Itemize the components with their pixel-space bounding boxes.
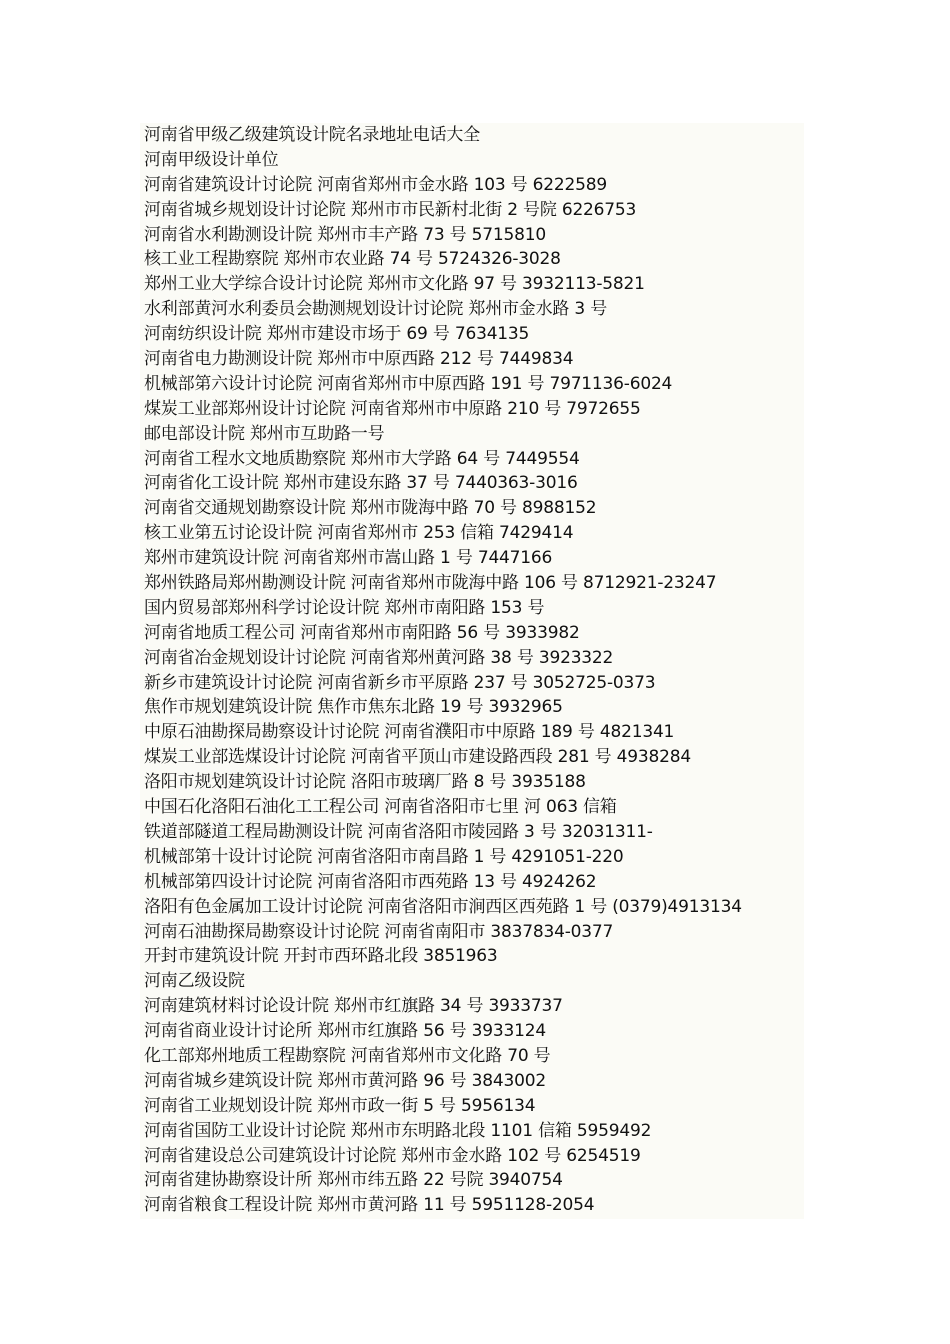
- list-item: 中国石化洛阳石油化工工程公司 河南省洛阳市七里 河 063 信箱: [144, 797, 617, 818]
- list-item: 机械部第十设计讨论院 河南省洛阳市南昌路 1 号 4291051-220: [144, 846, 624, 867]
- list-item: 河南省建设总公司建筑设计讨论院 郑州市金水路 102 号 6254519: [144, 1145, 641, 1166]
- list-item: 机械部第四设计讨论院 河南省洛阳市西苑路 13 号 4924262: [144, 871, 597, 892]
- list-item: 郑州工业大学综合设计讨论院 郑州市文化路 97 号 3932113-5821: [144, 274, 645, 295]
- list-item: 河南省交通规划勘察设计院 郑州市陇海中路 70 号 8988152: [144, 498, 597, 519]
- list-item: 新乡市建筑设计讨论院 河南省新乡市平原路 237 号 3052725-0373: [144, 672, 656, 693]
- list-item: 河南省冶金规划设计讨论院 河南省郑州黄河路 38 号 3923322: [144, 647, 614, 668]
- list-item: 河南省工业规划设计院 郑州市政一街 5 号 5956134: [144, 1095, 536, 1116]
- list-item: 煤炭工业部选煤设计讨论院 河南省平顶山市建设路西段 281 号 4938284: [144, 747, 691, 768]
- list-item: 铁道部隧道工程局勘测设计院 河南省洛阳市陵园路 3 号 32031311-: [144, 821, 653, 842]
- list-item: 中原石油勘探局勘察设计讨论院 河南省濮阳市中原路 189 号 4821341: [144, 722, 675, 743]
- list-item: 河南省城乡建筑设计院 郑州市黄河路 96 号 3843002: [144, 1070, 546, 1091]
- list-item: 河南省建协勘察设计所 郑州市纬五路 22 号院 3940754: [144, 1170, 563, 1191]
- list-item: 河南省电力勘测设计院 郑州市中原西路 212 号 7449834: [144, 349, 574, 370]
- list-item: 国内贸易部郑州科学讨论设计院 郑州市南阳路 153 号: [144, 597, 545, 618]
- list-item: 河南省粮食工程设计院 郑州市黄河路 11 号 5951128-2054: [144, 1195, 595, 1216]
- list-item: 郑州市建筑设计院 河南省郑州市嵩山路 1 号 7447166: [144, 548, 553, 569]
- list-item: 开封市建筑设计院 开封市西环路北段 3851963: [144, 946, 498, 967]
- list-item: 洛阳有色金属加工设计讨论院 河南省洛阳市涧西区西苑路 1 号 (0379)4913134: [144, 896, 742, 917]
- list-item: 核工业工程勘察院 郑州市农业路 74 号 5724326-3028: [144, 249, 561, 270]
- list-item: 河南省工程水文地质勘察院 郑州市大学路 64 号 7449554: [144, 448, 580, 469]
- list-item: 邮电部设计院 郑州市互助路一号: [144, 423, 385, 444]
- list-item: 河南纺织设计院 郑州市建设市场于 69 号 7634135: [144, 324, 530, 345]
- list-item: 机械部第六设计讨论院 河南省郑州市中原西路 191 号 7971136-6024: [144, 373, 673, 394]
- list-item: 洛阳市规划建筑设计讨论院 洛阳市玻璃厂路 8 号 3935188: [144, 772, 586, 793]
- document-title: 河南省甲级乙级建筑设计院名录地址电话大全: [144, 125, 480, 145]
- list-item: 煤炭工业部郑州设计讨论院 河南省郑州市中原路 210 号 7972655: [144, 398, 641, 419]
- list-item: 河南省水利勘测设计院 郑州市丰产路 73 号 5715810: [144, 224, 546, 245]
- list-item: 河南建筑材料讨论设计院 郑州市红旗路 34 号 3933737: [144, 996, 563, 1017]
- list-item: 核工业第五讨论设计院 河南省郑州市 253 信箱 7429414: [144, 523, 574, 544]
- section-heading-class-b: 河南乙级设院: [144, 971, 245, 992]
- document-body: [140, 123, 804, 1219]
- list-item: 河南省化工设计院 郑州市建设东路 37 号 7440363-3016: [144, 473, 578, 494]
- list-item: 水利部黄河水利委员会勘测规划设计讨论院 郑州市金水路 3 号: [144, 299, 608, 320]
- list-item: 郑州铁路局郑州勘测设计院 河南省郑州市陇海中路 106 号 8712921-23247: [144, 573, 717, 594]
- list-item: 河南省建筑设计讨论院 河南省郑州市金水路 103 号 6222589: [144, 174, 607, 195]
- list-item: 河南石油勘探局勘察设计讨论院 河南省南阳市 3837834-0377: [144, 921, 614, 942]
- list-item: 化工部郑州地质工程勘察院 河南省郑州市文化路 70 号: [144, 1045, 551, 1066]
- list-item: 焦作市规划建筑设计院 焦作市焦东北路 19 号 3932965: [144, 697, 563, 718]
- list-item: 河南省商业设计讨论所 郑州市红旗路 56 号 3933124: [144, 1021, 546, 1042]
- list-item: 河南省国防工业设计讨论院 郑州市东明路北段 1101 信箱 5959492: [144, 1120, 652, 1141]
- list-item: 河南省地质工程公司 河南省郑州市南阳路 56 号 3933982: [144, 622, 580, 643]
- section-heading-class-a: 河南甲级设计单位: [144, 149, 279, 170]
- list-item: 河南省城乡规划设计讨论院 郑州市市民新村北街 2 号院 6226753: [144, 199, 637, 220]
